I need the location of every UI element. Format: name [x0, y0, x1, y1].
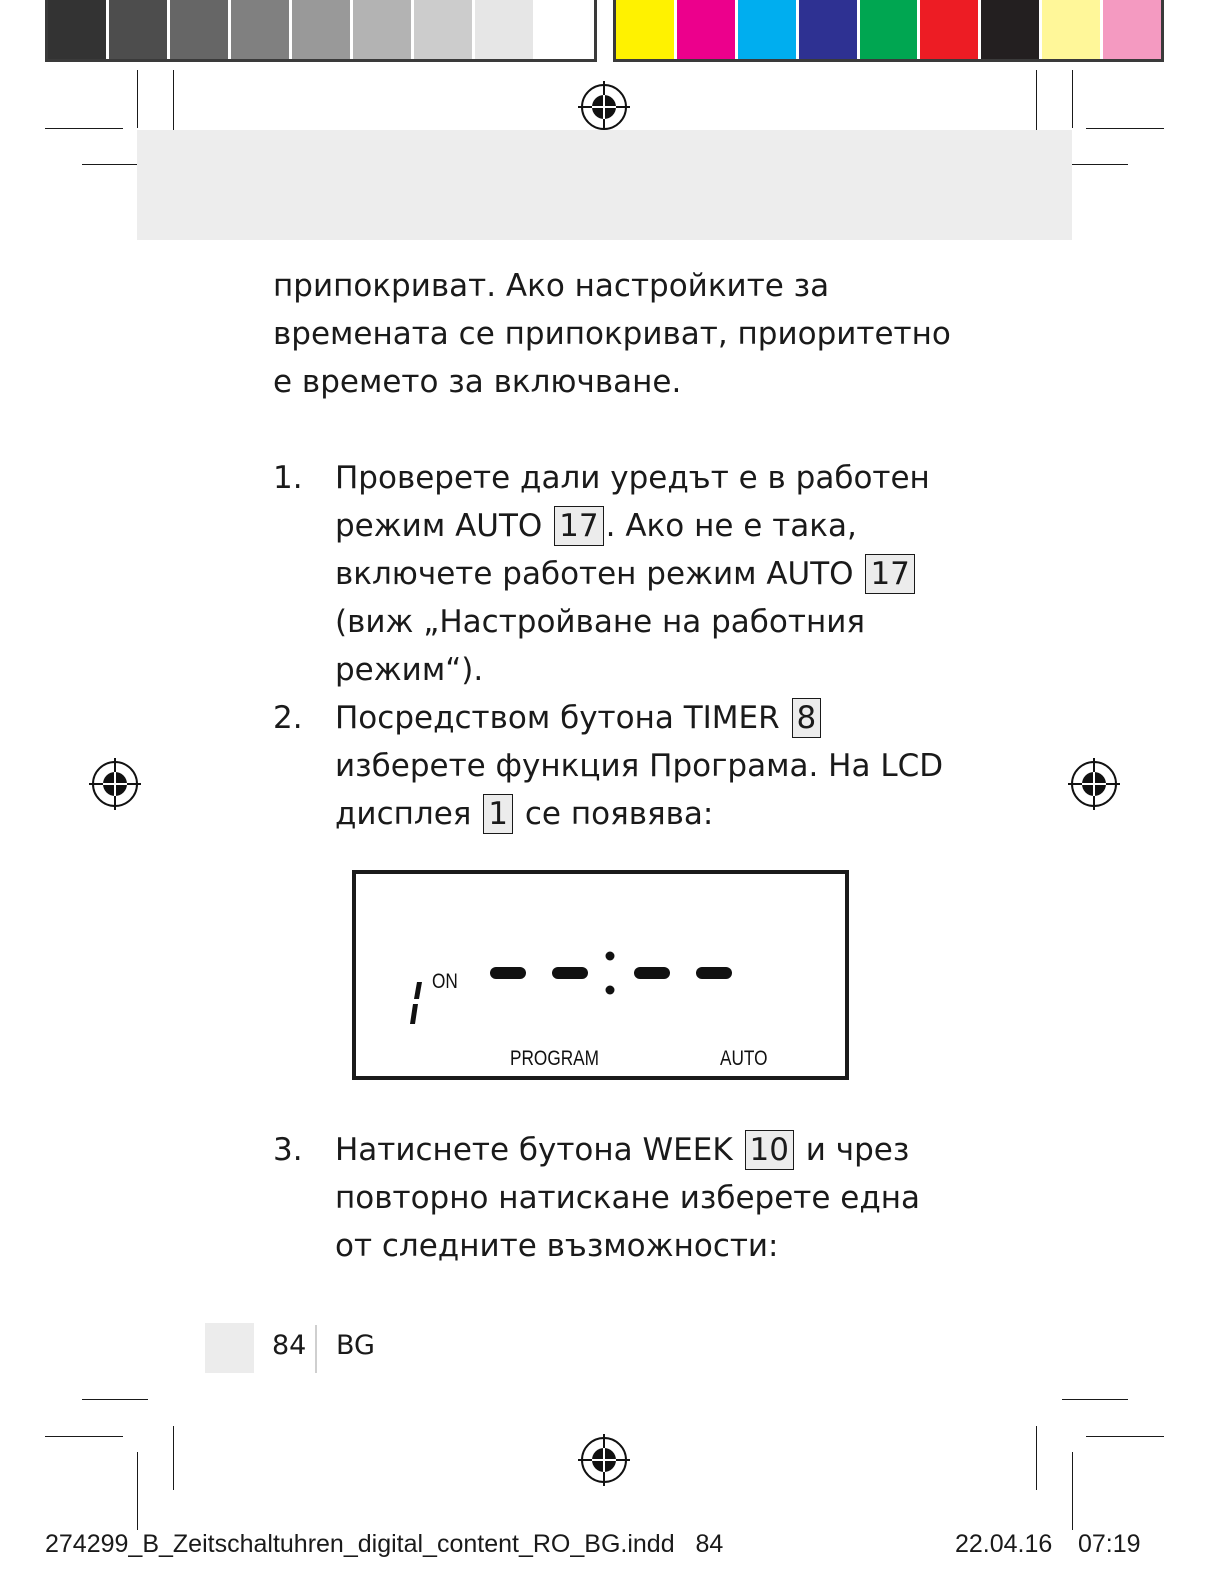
intro-paragraph: припокриват. Ако настройките за времената се припокриват, приоритетно е времето за включване.	[273, 268, 951, 400]
color-swatch	[109, 0, 170, 59]
step-text-part: Проверете дали уредът е в работен режим AUTO	[335, 460, 930, 544]
reference-number: 17	[865, 554, 914, 594]
file-slug: 274299_B_Zeitschaltuhren_digital_content_RO_BG.indd 84	[45, 1530, 724, 1558]
step-number: 1.	[273, 460, 303, 496]
footer-tab	[205, 1323, 254, 1373]
lcd-program-label: PROGRAM	[510, 1047, 599, 1070]
steps-list	[273, 1126, 953, 1270]
crop-mark	[82, 1399, 148, 1400]
step-text-part: се появява:	[515, 796, 714, 832]
reference-number: 17	[554, 506, 603, 546]
color-swatch	[799, 0, 860, 59]
registration-mark-icon	[89, 758, 141, 810]
steps-list	[273, 454, 953, 838]
step-text-part: и чрез повторно натискане изберете една от следните възможности:	[335, 1132, 921, 1264]
crop-mark	[45, 128, 123, 129]
crop-mark	[45, 1436, 123, 1437]
color-swatch	[981, 0, 1042, 59]
step-text-part: Натиснете бутона WEEK	[335, 1132, 743, 1168]
crop-mark	[1036, 1426, 1037, 1490]
reference-number: 1	[483, 794, 513, 834]
step-item	[273, 1126, 953, 1270]
step-item	[273, 454, 953, 694]
digit-segment	[414, 982, 422, 999]
color-swatch	[616, 0, 677, 59]
color-swatch	[738, 0, 799, 59]
step-text-part: Посредством бутона TIMER	[335, 700, 790, 736]
page-number: 84	[272, 1330, 307, 1361]
crop-mark	[1062, 1399, 1128, 1400]
crop-mark	[1036, 70, 1037, 138]
registration-mark-icon	[578, 1434, 630, 1486]
crop-mark	[137, 1452, 138, 1530]
step-text	[335, 454, 953, 694]
color-swatch	[860, 0, 921, 59]
step-text	[335, 694, 953, 838]
step-item	[273, 694, 953, 838]
gray-color-bar	[45, 0, 597, 62]
slug-date: 22.04.16	[955, 1530, 1053, 1558]
color-swatch	[231, 0, 292, 59]
crop-mark	[1072, 70, 1073, 128]
time-dash	[634, 967, 670, 979]
time-colon	[606, 986, 615, 995]
step-text	[335, 1126, 953, 1270]
step-text-part: изберете функция Програма. На LCD дисплея	[335, 748, 944, 832]
crop-mark	[137, 70, 138, 128]
time-colon	[606, 952, 615, 961]
color-swatch	[536, 0, 594, 59]
lcd-on-label: ON	[432, 970, 458, 993]
lcd-segments	[356, 874, 845, 1076]
color-swatch	[475, 0, 536, 59]
time-dash	[490, 967, 526, 979]
color-swatch	[1042, 0, 1103, 59]
slug-time: 07:19	[1078, 1530, 1141, 1558]
lcd-display	[352, 870, 849, 1080]
time-dash	[552, 967, 588, 979]
color-swatch	[292, 0, 353, 59]
header-band	[137, 130, 1072, 240]
step-3	[273, 1126, 953, 1270]
crop-mark	[1086, 1436, 1164, 1437]
registration-mark-icon	[1068, 758, 1120, 810]
time-dash	[696, 967, 732, 979]
language-code: BG	[336, 1330, 375, 1361]
color-swatch	[170, 0, 231, 59]
step-text-part: (виж „Настройване на работния режим“).	[335, 604, 866, 688]
lcd-mode-label: AUTO	[720, 1047, 768, 1070]
color-swatch	[353, 0, 414, 59]
step-number: 3.	[273, 1132, 303, 1168]
color-swatch	[677, 0, 738, 59]
footer-divider	[315, 1325, 317, 1373]
crop-mark	[1072, 1452, 1073, 1530]
color-swatch	[1103, 0, 1161, 59]
step-number: 2.	[273, 700, 303, 736]
crop-mark	[173, 1426, 174, 1490]
step-text-part: . Ако не е така, включете работен режим AUTO	[335, 508, 864, 592]
crop-mark	[1086, 128, 1164, 129]
color-swatch	[48, 0, 109, 59]
digit-segment	[410, 1004, 418, 1024]
crop-mark	[173, 70, 174, 138]
reference-number: 8	[792, 698, 822, 738]
registration-mark-icon	[578, 81, 630, 133]
color-swatch	[414, 0, 475, 59]
reference-number: 10	[745, 1130, 794, 1170]
process-color-bar	[613, 0, 1164, 62]
instruction-text	[273, 262, 953, 838]
color-swatch	[920, 0, 981, 59]
